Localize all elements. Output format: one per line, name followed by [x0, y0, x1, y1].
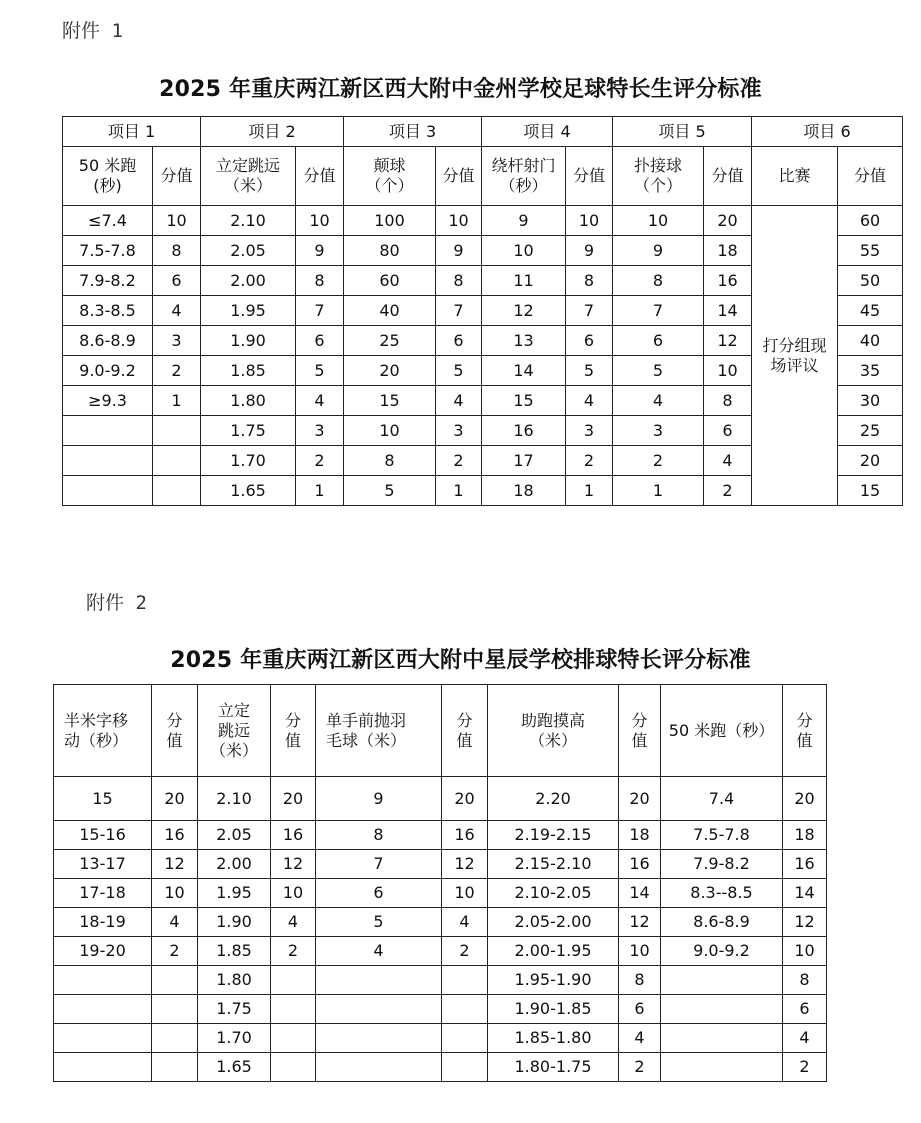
table-cell: 80 [344, 236, 436, 266]
table-cell: 10 [566, 206, 613, 236]
table-cell: 12 [783, 908, 827, 937]
table-cell: 2 [442, 937, 488, 966]
table-cell [271, 1024, 316, 1053]
table-cell: 14 [482, 356, 566, 386]
table-cell: 40 [838, 326, 903, 356]
table-cell: 12 [704, 326, 752, 356]
table-cell [54, 1053, 152, 1082]
table-cell: 1.80 [201, 386, 296, 416]
table-cell: 2 [296, 446, 344, 476]
sub-header: 分值 [704, 147, 752, 206]
table-cell: 10 [442, 879, 488, 908]
table-cell: 7 [566, 296, 613, 326]
table-row [54, 879, 827, 908]
table-cell: 45 [838, 296, 903, 326]
column-header: 半米字移 动（秒） [54, 685, 152, 777]
table-cell: 5 [316, 908, 442, 937]
table-row [54, 821, 827, 850]
table-cell: 60 [838, 206, 903, 236]
table-row [54, 1024, 827, 1053]
table-cell: 4 [783, 1024, 827, 1053]
table-cell: 12 [482, 296, 566, 326]
table-cell: 3 [613, 416, 704, 446]
table-cell: 1.65 [198, 1053, 271, 1082]
table-cell: 1 [436, 476, 482, 506]
table-cell: 4 [704, 446, 752, 476]
table-cell: 10 [296, 206, 344, 236]
table-cell: 4 [566, 386, 613, 416]
table-cell: 1 [296, 476, 344, 506]
table-cell: 16 [619, 850, 661, 879]
table-cell: ≥9.3 [63, 386, 153, 416]
header-row-items [63, 117, 903, 147]
table-cell: 10 [619, 937, 661, 966]
table-cell: 7.5-7.8 [63, 236, 153, 266]
table-cell: 20 [619, 777, 661, 821]
table-cell: 5 [566, 356, 613, 386]
table-row [54, 995, 827, 1024]
table-cell: 15-16 [54, 821, 152, 850]
table-cell: 7 [613, 296, 704, 326]
sub-header: 扑接球 （个） [613, 147, 704, 206]
table-cell: 8 [566, 266, 613, 296]
table-cell: 6 [704, 416, 752, 446]
table-cell: 10 [704, 356, 752, 386]
table-cell [442, 995, 488, 1024]
table-cell: 16 [704, 266, 752, 296]
table-cell: 14 [619, 879, 661, 908]
sub-header: 分值 [838, 147, 903, 206]
table-cell: 1.75 [198, 995, 271, 1024]
table-cell [442, 1024, 488, 1053]
table-cell: 18 [482, 476, 566, 506]
table-cell: 10 [436, 206, 482, 236]
table-cell: 7 [436, 296, 482, 326]
table-cell: 2 [613, 446, 704, 476]
sub-header: 立定跳远 （米） [201, 147, 296, 206]
table-cell: 1 [613, 476, 704, 506]
table-cell: 16 [152, 821, 198, 850]
table-cell: 1.70 [201, 446, 296, 476]
table-cell: ≤7.4 [63, 206, 153, 236]
table-cell: 4 [619, 1024, 661, 1053]
table-cell: 10 [152, 879, 198, 908]
table-cell: 7.9-8.2 [63, 266, 153, 296]
table-cell: 9 [482, 206, 566, 236]
column-header: 分 值 [442, 685, 488, 777]
item-header: 项目 2 [201, 117, 344, 147]
table-cell: 1 [153, 386, 201, 416]
table-cell: 5 [296, 356, 344, 386]
table-cell: 15 [54, 777, 152, 821]
table-cell [152, 1053, 198, 1082]
table-cell: 7.9-8.2 [661, 850, 783, 879]
table-cell: 12 [619, 908, 661, 937]
sub-header: 分值 [153, 147, 201, 206]
table-cell: 2.05-2.00 [488, 908, 619, 937]
table-cell: 1.95-1.90 [488, 966, 619, 995]
table-cell: 2.10 [201, 206, 296, 236]
table-cell: 2.00 [201, 266, 296, 296]
table-cell [152, 1024, 198, 1053]
table-row [54, 966, 827, 995]
table-cell [63, 446, 153, 476]
table-cell [271, 995, 316, 1024]
table-cell: 5 [613, 356, 704, 386]
table-cell: 15 [344, 386, 436, 416]
table-cell [442, 966, 488, 995]
table-cell: 1.85 [198, 937, 271, 966]
table-row [54, 937, 827, 966]
table-cell: 7.4 [661, 777, 783, 821]
table-cell: 8 [783, 966, 827, 995]
table-cell: 1.85 [201, 356, 296, 386]
header-row-sub [63, 147, 903, 206]
table-cell: 8 [613, 266, 704, 296]
table-cell: 6 [783, 995, 827, 1024]
table-cell [153, 476, 201, 506]
table-cell: 8 [153, 236, 201, 266]
table-cell: 12 [442, 850, 488, 879]
table-cell: 9.0-9.2 [661, 937, 783, 966]
table-cell: 2 [152, 937, 198, 966]
table-cell: 2 [436, 446, 482, 476]
table-cell: 60 [344, 266, 436, 296]
table-cell: 1.70 [198, 1024, 271, 1053]
item-header: 项目 6 [752, 117, 903, 147]
table-cell: 12 [271, 850, 316, 879]
table-cell: 9 [613, 236, 704, 266]
table-cell [661, 966, 783, 995]
table-cell: 4 [442, 908, 488, 937]
sub-header: 分值 [436, 147, 482, 206]
table-row [54, 1053, 827, 1082]
table-row [54, 850, 827, 879]
table-cell: 5 [436, 356, 482, 386]
table-cell: 30 [838, 386, 903, 416]
table-cell [152, 995, 198, 1024]
table-row [63, 206, 903, 236]
table-cell: 2 [153, 356, 201, 386]
table-cell: 50 [838, 266, 903, 296]
table-cell [54, 995, 152, 1024]
table-cell [63, 416, 153, 446]
volleyball-scoring-table [53, 684, 827, 1082]
sub-header: 颠球 （个） [344, 147, 436, 206]
table-cell: 1.80 [198, 966, 271, 995]
table-cell [54, 1024, 152, 1053]
table-cell: 17-18 [54, 879, 152, 908]
title-football: 2025 年重庆两江新区西大附中金州学校足球特长生评分标准 [159, 77, 762, 102]
table-cell: 13 [482, 326, 566, 356]
table-cell: 19-20 [54, 937, 152, 966]
table-cell: 8.3-8.5 [63, 296, 153, 326]
table-cell [316, 995, 442, 1024]
table-cell: 2.19-2.15 [488, 821, 619, 850]
table-row [54, 777, 827, 821]
table-cell: 9 [436, 236, 482, 266]
table-cell: 16 [271, 821, 316, 850]
table-cell: 4 [316, 937, 442, 966]
table-cell: 5 [344, 476, 436, 506]
table-cell: 6 [613, 326, 704, 356]
table-cell: 2.10-2.05 [488, 879, 619, 908]
table-cell: 18 [704, 236, 752, 266]
table-cell: 10 [783, 937, 827, 966]
table-cell: 1.65 [201, 476, 296, 506]
table-cell: 1 [566, 476, 613, 506]
table-cell: 20 [152, 777, 198, 821]
table-cell: 1.90-1.85 [488, 995, 619, 1024]
table-cell: 16 [442, 821, 488, 850]
table-cell: 11 [482, 266, 566, 296]
table-cell: 14 [783, 879, 827, 908]
table-cell: 20 [344, 356, 436, 386]
item-header: 项目 1 [63, 117, 201, 147]
table-cell [661, 1053, 783, 1082]
table-cell: 4 [436, 386, 482, 416]
column-header: 分 值 [783, 685, 827, 777]
table-cell: 17 [482, 446, 566, 476]
table-cell: 35 [838, 356, 903, 386]
table-cell: 6 [436, 326, 482, 356]
column-header: 分 值 [152, 685, 198, 777]
table-cell: 9 [566, 236, 613, 266]
table-cell: 7 [316, 850, 442, 879]
table-cell: 18 [619, 821, 661, 850]
header-row [54, 685, 827, 777]
table-cell [271, 1053, 316, 1082]
table-cell: 10 [482, 236, 566, 266]
table-cell: 9 [296, 236, 344, 266]
table-cell: 7.5-7.8 [661, 821, 783, 850]
table-cell: 1.90 [198, 908, 271, 937]
table-cell: 4 [296, 386, 344, 416]
table-cell: 2.10 [198, 777, 271, 821]
table-cell: 15 [838, 476, 903, 506]
table-cell: 10 [153, 206, 201, 236]
table-cell: 9 [316, 777, 442, 821]
item-header: 项目 5 [613, 117, 752, 147]
table-cell [152, 966, 198, 995]
table-cell: 2 [566, 446, 613, 476]
table-cell: 6 [619, 995, 661, 1024]
table-cell: 4 [613, 386, 704, 416]
table-cell: 6 [566, 326, 613, 356]
table-cell: 2 [619, 1053, 661, 1082]
table-cell: 8.6-8.9 [63, 326, 153, 356]
sub-header: 50 米跑 (秒) [63, 147, 153, 206]
table-cell: 1.75 [201, 416, 296, 446]
table-cell [63, 476, 153, 506]
table-cell: 14 [704, 296, 752, 326]
table-cell: 3 [436, 416, 482, 446]
table-cell: 25 [344, 326, 436, 356]
table-cell: 20 [271, 777, 316, 821]
table-cell: 4 [153, 296, 201, 326]
table-cell: 2 [271, 937, 316, 966]
table-cell: 4 [271, 908, 316, 937]
match-judging-note: 打分组现 场评议 [752, 206, 838, 506]
table-cell: 6 [316, 879, 442, 908]
table-cell: 10 [344, 416, 436, 446]
table-row [54, 908, 827, 937]
table-cell: 9.0-9.2 [63, 356, 153, 386]
item-header: 项目 3 [344, 117, 482, 147]
table-cell: 1.95 [201, 296, 296, 326]
table-cell: 100 [344, 206, 436, 236]
table-cell: 1.80-1.75 [488, 1053, 619, 1082]
table-cell: 6 [296, 326, 344, 356]
column-header: 分 值 [271, 685, 316, 777]
table-cell: 7 [296, 296, 344, 326]
column-header: 立定 跳远 （米） [198, 685, 271, 777]
table-cell: 6 [153, 266, 201, 296]
table-cell [661, 995, 783, 1024]
table-cell: 3 [153, 326, 201, 356]
table-cell: 2.05 [198, 821, 271, 850]
table-cell: 2.05 [201, 236, 296, 266]
sub-header: 分值 [566, 147, 613, 206]
table-cell: 2.15-2.10 [488, 850, 619, 879]
table-cell: 2.20 [488, 777, 619, 821]
table-cell: 1.85-1.80 [488, 1024, 619, 1053]
table-cell: 2 [704, 476, 752, 506]
table-cell: 3 [566, 416, 613, 446]
table-cell: 15 [482, 386, 566, 416]
table-cell: 12 [152, 850, 198, 879]
table-cell: 2 [783, 1053, 827, 1082]
table-cell [316, 1053, 442, 1082]
table-cell [316, 966, 442, 995]
column-header: 50 米跑（秒） [661, 685, 783, 777]
table-cell [153, 416, 201, 446]
table-cell: 25 [838, 416, 903, 446]
table-cell: 10 [271, 879, 316, 908]
table-cell [661, 1024, 783, 1053]
sub-header: 比赛 [752, 147, 838, 206]
table-cell: 1.90 [201, 326, 296, 356]
table-cell [54, 966, 152, 995]
sub-header: 分值 [296, 147, 344, 206]
attachment-label-2: 附件 2 [86, 592, 147, 614]
table-cell: 8 [344, 446, 436, 476]
column-header: 分 值 [619, 685, 661, 777]
table-cell: 8.6-8.9 [661, 908, 783, 937]
table-cell [153, 446, 201, 476]
table-cell: 8 [296, 266, 344, 296]
table-cell: 18 [783, 821, 827, 850]
table-cell: 8 [316, 821, 442, 850]
table-cell: 18-19 [54, 908, 152, 937]
table-cell: 20 [442, 777, 488, 821]
table-cell: 40 [344, 296, 436, 326]
table-cell: 8.3--8.5 [661, 879, 783, 908]
table-cell: 8 [704, 386, 752, 416]
table-cell: 16 [482, 416, 566, 446]
attachment-label-1: 附件 1 [62, 20, 123, 42]
table-cell: 2.00-1.95 [488, 937, 619, 966]
table-cell: 8 [436, 266, 482, 296]
table-cell [316, 1024, 442, 1053]
table-cell: 3 [296, 416, 344, 446]
table-cell: 8 [619, 966, 661, 995]
table-cell [271, 966, 316, 995]
item-header: 项目 4 [482, 117, 613, 147]
football-scoring-table [62, 116, 903, 506]
table-cell [442, 1053, 488, 1082]
table-cell: 20 [783, 777, 827, 821]
table-cell: 20 [838, 446, 903, 476]
column-header: 单手前抛羽 毛球（米） [316, 685, 442, 777]
table-cell: 55 [838, 236, 903, 266]
title-volleyball: 2025 年重庆两江新区西大附中星辰学校排球特长评分标准 [170, 648, 751, 673]
column-header: 助跑摸高 （米） [488, 685, 619, 777]
table-cell: 4 [152, 908, 198, 937]
table-cell: 13-17 [54, 850, 152, 879]
table-cell: 16 [783, 850, 827, 879]
table-cell: 20 [704, 206, 752, 236]
table-cell: 10 [613, 206, 704, 236]
sub-header: 绕杆射门 （秒） [482, 147, 566, 206]
table-cell: 1.95 [198, 879, 271, 908]
table-cell: 2.00 [198, 850, 271, 879]
